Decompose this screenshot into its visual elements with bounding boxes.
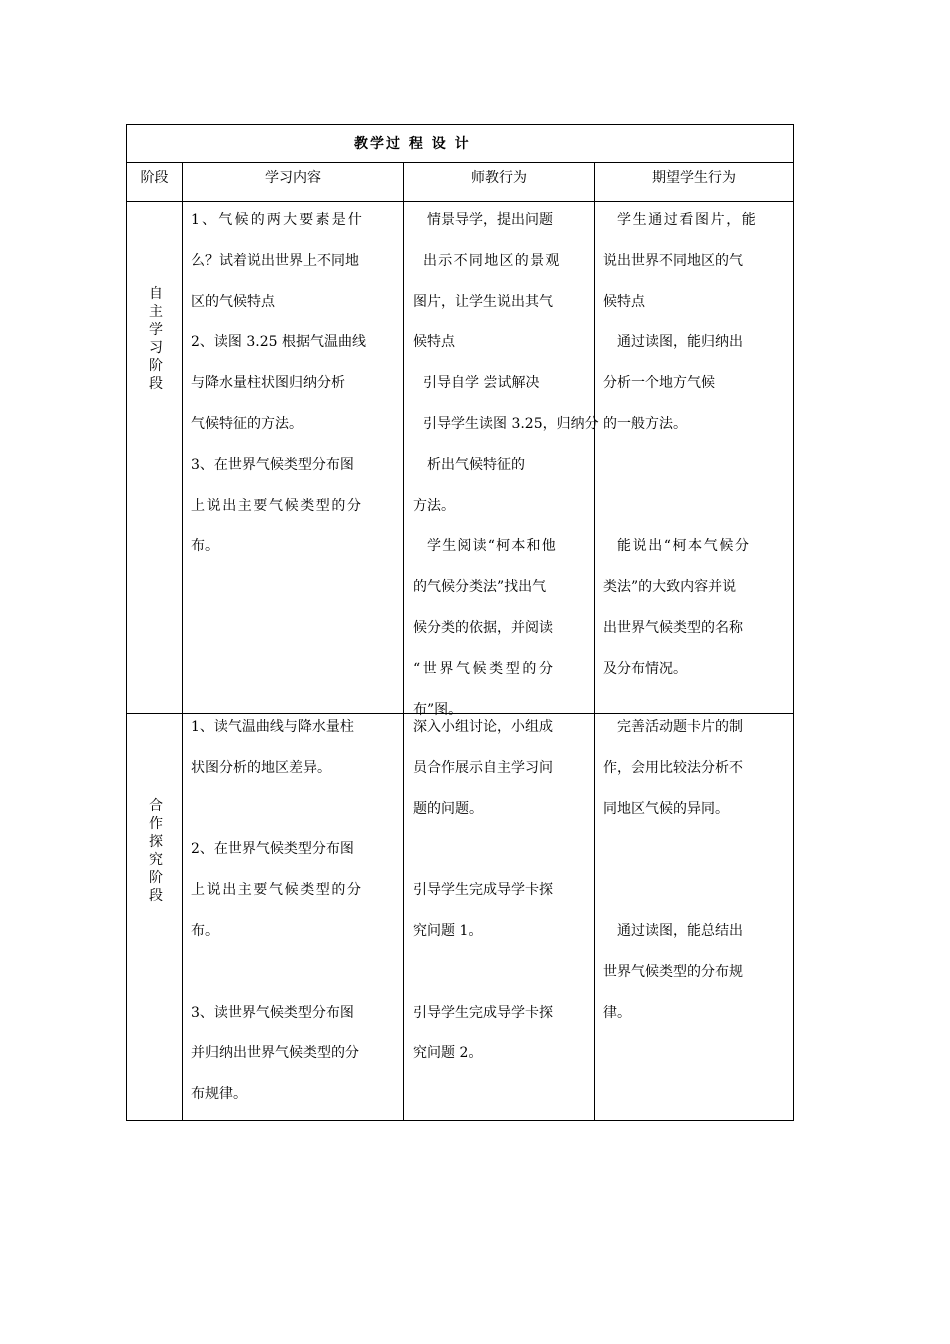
text-line: 候特点	[603, 293, 645, 310]
text-line: 出世界气候类型的名称	[603, 619, 743, 636]
text-line: 候特点	[413, 334, 455, 351]
text-line: 深入小组讨论，小组成	[413, 719, 553, 735]
text-line: 3、在世界气候类型分布图	[191, 456, 354, 473]
text-line: 上说出主要气候类型的分	[191, 497, 363, 514]
text-line: 上说出主要气候类型的分	[191, 882, 363, 899]
stage1-teacher	[413, 200, 599, 730]
text-line: 候分类的依据，并阅读	[413, 619, 553, 636]
header-content: 学习内容	[265, 170, 321, 186]
lesson-design-table	[126, 124, 794, 1121]
text-line: “世界气候类型的分	[413, 660, 556, 677]
text-line: 布。	[191, 538, 219, 555]
text-line: 1、读气温曲线与降水量柱	[191, 719, 354, 735]
text-line: 情景导学，提出问题	[427, 212, 553, 228]
text-line: 及分布情况。	[603, 660, 687, 677]
text-line: 员合作展示自主学习问	[413, 759, 553, 776]
text-line: 布”图。	[413, 701, 463, 718]
text-line: 说出世界不同地区的气	[603, 252, 743, 269]
text-line: 引导学生完成导学卡探	[413, 882, 553, 899]
header-stage: 阶段	[140, 170, 169, 186]
text-line: 析出气候特征的	[427, 456, 525, 473]
text-line: 1、气候的两大要素是什	[191, 212, 365, 228]
text-line: 并归纳出世界气候类型的分	[191, 1045, 359, 1062]
text-line: 布。	[191, 922, 219, 939]
stage-label-cooperative-inquiry: 合作探究阶段	[149, 798, 163, 904]
text-line: 究问题 1。	[413, 922, 483, 939]
text-line: 气候特征的方法。	[191, 415, 303, 432]
text-line: 的一般方法。	[603, 415, 687, 432]
column-divider-1	[182, 162, 183, 1120]
text-line: 引导自学 尝试解决	[423, 375, 540, 392]
text-line: 区的气候特点	[191, 293, 275, 310]
text-line: 类法”的大致内容并说	[603, 579, 737, 596]
column-divider-2	[403, 162, 404, 1120]
text-line: 引导学生完成导学卡探	[413, 1004, 553, 1021]
text-line: 方法。	[413, 497, 455, 514]
title-divider	[127, 162, 793, 163]
text-line: 世界气候类型的分布规	[603, 963, 743, 980]
text-line: 律。	[603, 1004, 631, 1021]
table-title: 教学过 程 设 计	[354, 136, 471, 152]
text-line: 出示不同地区的景观	[423, 252, 561, 269]
text-line: 状图分析的地区差异。	[191, 759, 331, 776]
text-line: 通过读图，能总结出	[617, 922, 743, 939]
text-line: 图片，让学生说出其气	[413, 293, 553, 310]
header-student: 期望学生行为	[652, 170, 736, 186]
text-line: 3、读世界气候类型分布图	[191, 1004, 354, 1021]
text-line: 学生阅读“柯本和他	[427, 538, 557, 555]
text-line: 分析一个地方气候	[603, 375, 715, 392]
stage2-teacher	[413, 707, 553, 1074]
stage1-content	[191, 200, 366, 567]
text-line: 同地区气候的异同。	[603, 800, 729, 817]
text-line: 布规律。	[191, 1086, 247, 1103]
text-line: 通过读图，能归纳出	[617, 334, 743, 351]
stage2-student	[603, 707, 743, 1033]
stage1-student	[603, 200, 757, 690]
text-line: 2、在世界气候类型分布图	[191, 841, 354, 858]
text-line: 究问题 2。	[413, 1045, 483, 1062]
text-line: 作，会用比较法分析不	[603, 759, 743, 776]
text-line: 的气候分类法”找出气	[413, 579, 547, 596]
text-line: 2、读图 3.25 根据气温曲线	[191, 334, 366, 351]
text-line: 完善活动题卡片的制	[617, 719, 743, 735]
text-line: 引导学生读图 3.25，归纳分	[423, 415, 599, 432]
text-line: 学生通过看图片，能	[617, 212, 758, 228]
header-teacher: 师教行为	[471, 170, 527, 186]
stage2-content	[191, 707, 363, 1115]
text-line: 与降水量柱状图归纳分析	[191, 375, 345, 392]
text-line: 能说出“柯本气候分	[617, 538, 751, 555]
stage-label-self-study: 自主学习阶段	[149, 286, 163, 392]
text-line: 题的问题。	[413, 800, 483, 817]
text-line: 么？试着说出世界上不同地	[191, 252, 359, 269]
